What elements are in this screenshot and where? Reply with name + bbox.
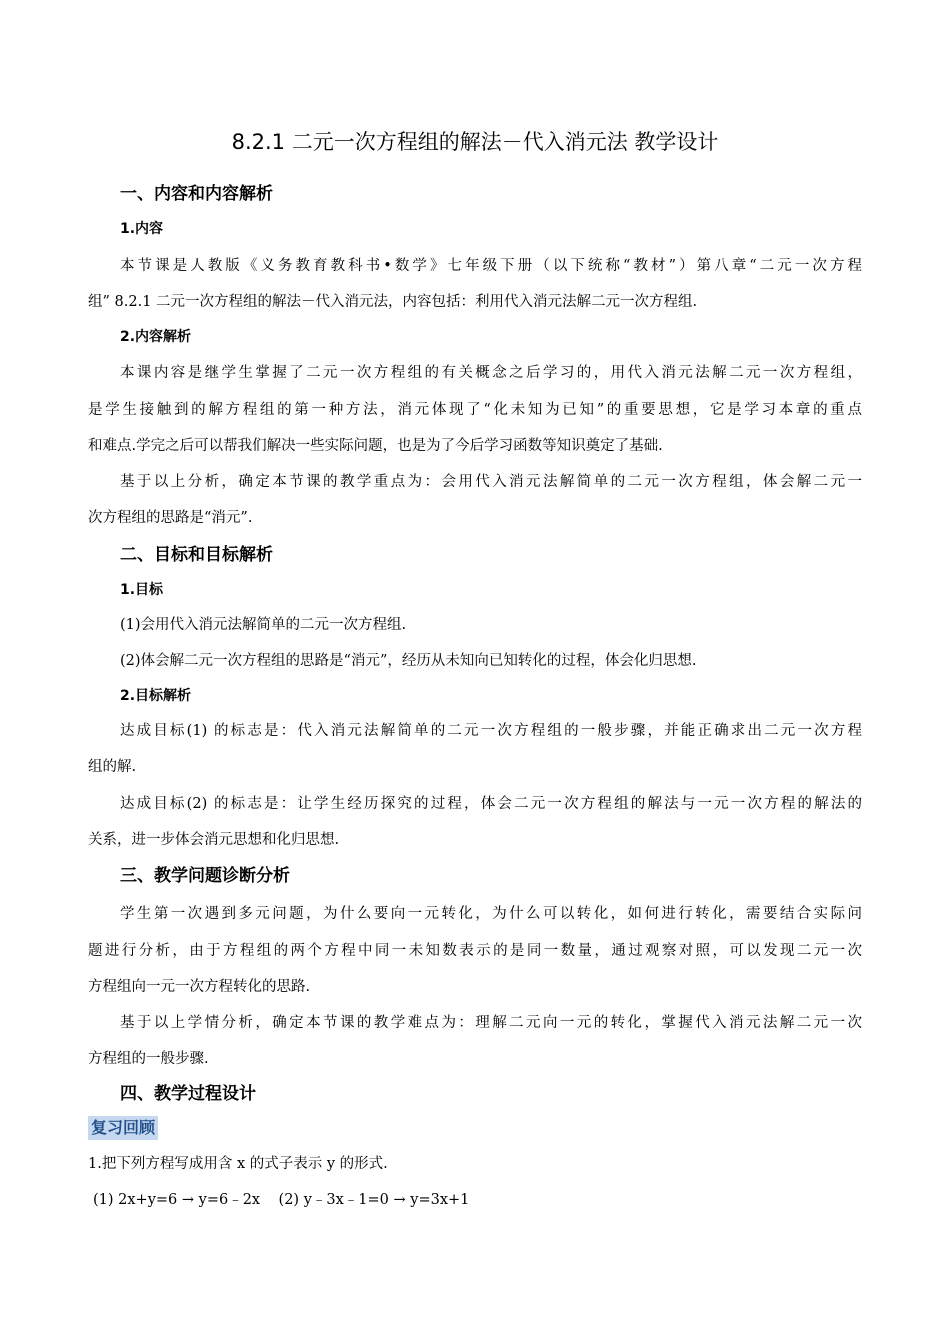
paragraph-line: 本节课是人教版《义务教育教科书•数学》七年级下册（以下统称“教材”）第八章“二元一次方程: [120, 258, 862, 274]
paragraph-line: 关系，进一步体会消元思想和化归思想.: [88, 832, 340, 848]
paragraph-line: 方程组向一元一次方程转化的思路.: [88, 979, 311, 995]
goal-item: (2)体会解二元一次方程组的思路是“消元”，经历从未知向已知转化的过程，体会化归思想.: [120, 653, 697, 669]
goal-item: (1)会用代入消元法解简单的二元一次方程组.: [120, 617, 407, 633]
document-title: 8.2.1 二元一次方程组的解法－代入消元法 教学设计: [231, 130, 719, 154]
question-text: 1.把下列方程写成用含 x 的式子表示 y 的形式.: [88, 1156, 388, 1172]
paragraph-line: 题进行分析，由于方程组的两个方程中同一未知数表示的是同一数量，通过观察对照，可以发现二元一次: [88, 943, 862, 959]
paragraph-line: 达成目标(2) 的标志是：让学生经历探究的过程，体会二元一次方程组的解法与一元一次方程的解法的: [120, 796, 862, 812]
subheading-content-analysis: 2.内容解析: [120, 329, 192, 345]
paragraph-line: 基于以上分析，确定本节课的教学重点为：会用代入消元法解简单的二元一次方程组，体会解二元一: [120, 474, 862, 490]
paragraph-line: 学生第一次遇到多元问题，为什么要向一元转化，为什么可以转化，如何进行转化，需要结合实际问: [120, 906, 862, 922]
paragraph-line: 达成目标(1) 的标志是：代入消元法解简单的二元一次方程组的一般步骤，并能正确求出二元一次方程: [120, 723, 862, 739]
paragraph-line: 次方程组的思路是“消元”.: [88, 510, 253, 526]
paragraph-line: 基于以上学情分析，确定本节课的教学难点为：理解二元向一元的转化，掌握代入消元法解二元一次: [120, 1015, 862, 1031]
paragraph-line: 和难点.学完之后可以帮我们解决一些实际问题，也是为了今后学习函数等知识奠定了基础.: [88, 438, 663, 454]
section-heading-goals: 二、目标和目标解析: [120, 545, 273, 565]
paragraph-line: 组” 8.2.1 二元一次方程组的解法－代入消元法，内容包括：利用代入消元法解二元一次方程组.: [88, 294, 698, 310]
paragraph-line: 本课内容是继学生掌握了二元一次方程组的有关概念之后学习的，用代入消元法解二元一次方程组，: [120, 365, 862, 381]
section-heading-diagnosis: 三、教学问题诊断分析: [120, 866, 290, 886]
subheading-goals-analysis: 2.目标解析: [120, 688, 192, 704]
question-items: (1) 2x+y=6 → y=6﹣2x (2) y﹣3x﹣1=0 → y=3x+1: [93, 1192, 470, 1208]
subheading-content: 1.内容: [120, 221, 164, 237]
paragraph-line: 方程组的一般步骤.: [88, 1051, 209, 1067]
section-heading-process: 四、教学过程设计: [120, 1084, 256, 1104]
subheading-goals: 1.目标: [120, 582, 164, 598]
review-badge: 复习回顾: [88, 1116, 158, 1140]
paragraph-line: 组的解.: [88, 759, 137, 775]
section-heading-content: 一、内容和内容解析: [120, 184, 273, 204]
paragraph-line: 是学生接触到的解方程组的第一种方法，消元体现了“化未知为已知”的重要思想，它是学习本章的重点: [88, 402, 862, 418]
